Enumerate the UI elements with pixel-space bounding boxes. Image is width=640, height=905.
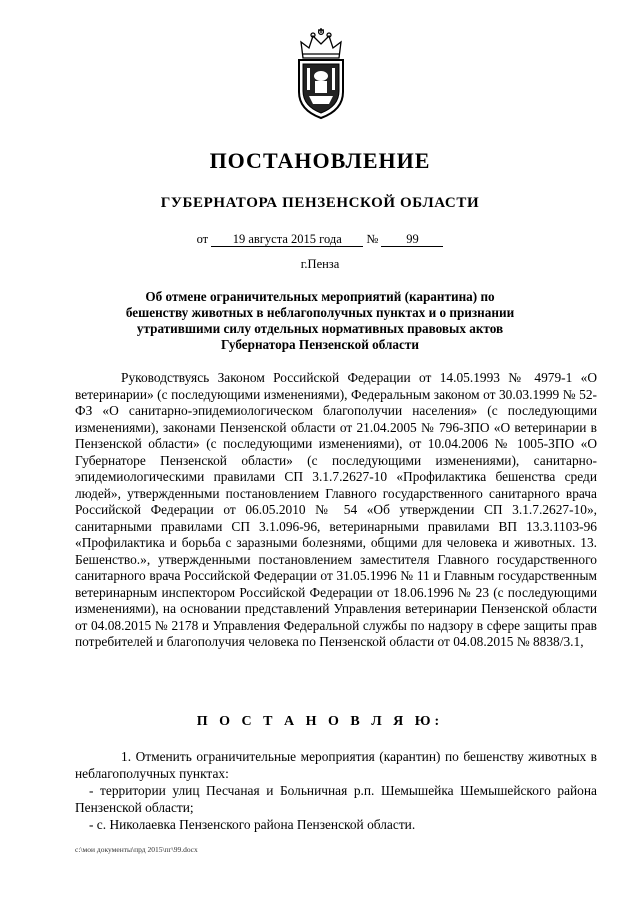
coat-of-arms-icon: [289, 28, 353, 120]
document-number: 99: [381, 233, 443, 247]
document-title: ПОСТАНОВЛЕНИЕ: [209, 148, 431, 173]
item-1-b-paragraph: - с. Николаевка Пензенского района Пензенской области.: [89, 817, 416, 832]
date-prefix: от: [196, 232, 209, 246]
item-1-a-paragraph: - территории улиц Песчаная и Больничная р.п. Шемышейка Шемышейского района Пензенской области;: [75, 783, 597, 815]
decree-heading: П О С Т А Н О В Л Я Ю:: [196, 714, 444, 729]
document-city: г.Пенза: [300, 257, 340, 271]
document-date: 19 августа 2015 года: [211, 233, 363, 247]
number-sign: №: [366, 232, 379, 246]
item-1-paragraph: 1. Отменить ограничительные мероприятия (карантин) по бешенству животных в неблагополучных пунктах:: [75, 749, 597, 781]
preamble-paragraph: Руководствуясь Законом Российской Федерации от 14.05.1993 № 4979-1 «О ветеринарии» (с последующими изменениями), Федеральным законом от 30.03.1999 № 52-ФЗ «О санитарно-эпидемиологическом благополучии населения» (с последующими изменениями), законами Пензенской области от 21.04.2005 № 796-ЗПО «О ветеринарии в Пензенской области» (с последующими изменениями), от 10.04.2006 № 1005-ЗПО «О Губернаторе Пензенской области» (с последующими изменениями), санитарно-эпидемиологическими правилами СП 3.1.7.2627-10 «Профилактика бешенства среди людей», утвержденными постановлением Главного государственного санитарного врача Российской Федерации от 06.05.2010 № 54 «Об утверждении СП 3.1.7.2627-10», санитарными правилами СП 3.1.096-96, ветеринарными правилами ВП 13.3.1103-96 «Профилактика и борьба с заразными болезнями, общими для человека и животных. 13. Бешенство.», утвержденными постановлением заместителя Главного государственного санитарного врача Российской Федерации от 31.05.1996 № 11 и Главным государственным ветеринарным инспектором Российской Федерации от 18.06.1996 № 23 (с последующими изменениями), на основании представлений Управления ветеринарии Пензенской области от 04.08.2015 № 2178 и Управления Федеральной службы по надзору в сфере защиты прав потребителей и благополучия человека по Пензенской области от 04.08.2015 № 8838/3.1,: [75, 370, 597, 649]
date-line: [0, 232, 640, 247]
document-heading: Об отмене ограничительных мероприятий (карантина) по бешенству животных в неблагополучных пунктах и о признании утратившими силу отдельных нормативных правовых актов Губернатора Пензенской области: [125, 289, 515, 352]
document-subtitle: ГУБЕРНАТОРА ПЕНЗЕНСКОЙ ОБЛАСТИ: [160, 195, 480, 211]
footer-file-path: c:\мои документы\прд 2015\пг\99.docx: [75, 845, 198, 854]
